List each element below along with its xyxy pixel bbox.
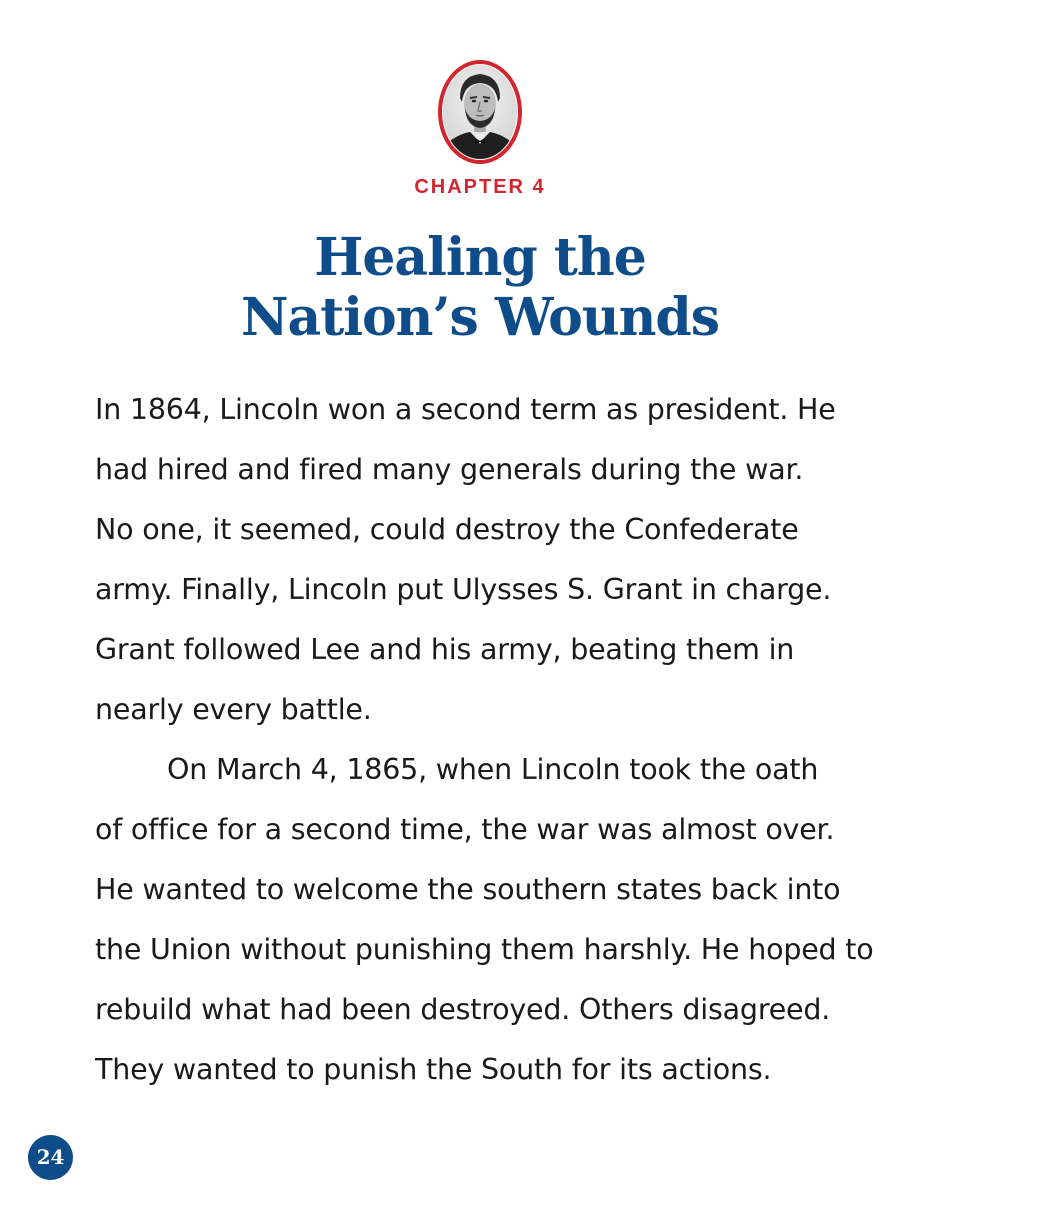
text-line: Grant followed Lee and his army, beating them in (95, 633, 795, 666)
text-line: rebuild what had been destroyed. Others disagreed. (95, 993, 831, 1026)
body-text (95, 380, 895, 1100)
chapter-title-line-2: Nation’s Wounds (240, 287, 720, 348)
text-line: On March 4, 1865, when Lincoln took the oath (167, 753, 819, 786)
chapter-title-line-1: Healing the (314, 227, 646, 288)
text-line: nearly every battle. (95, 693, 372, 726)
text-line: army. Finally, Lincoln put Ulysses S. Grant in charge. (95, 573, 832, 606)
text-line: No one, it seemed, could destroy the Confederate (95, 513, 799, 546)
text-line: He wanted to welcome the southern states back into (95, 873, 841, 906)
text-line: of office for a second time, the war was almost over. (95, 813, 835, 846)
lincoln-portrait-icon (436, 58, 524, 166)
text-line: They wanted to punish the South for its actions. (95, 1053, 772, 1086)
chapter-label: CHAPTER 4 (414, 176, 546, 198)
chapter-title (0, 228, 960, 348)
text-line: the Union without punishing them harshly. He hoped to (95, 933, 874, 966)
page-number-badge: 24 (28, 1135, 73, 1180)
text-line: had hired and fired many generals during the war. (95, 453, 804, 486)
text-line: In 1864, Lincoln won a second term as president. He (95, 393, 836, 426)
